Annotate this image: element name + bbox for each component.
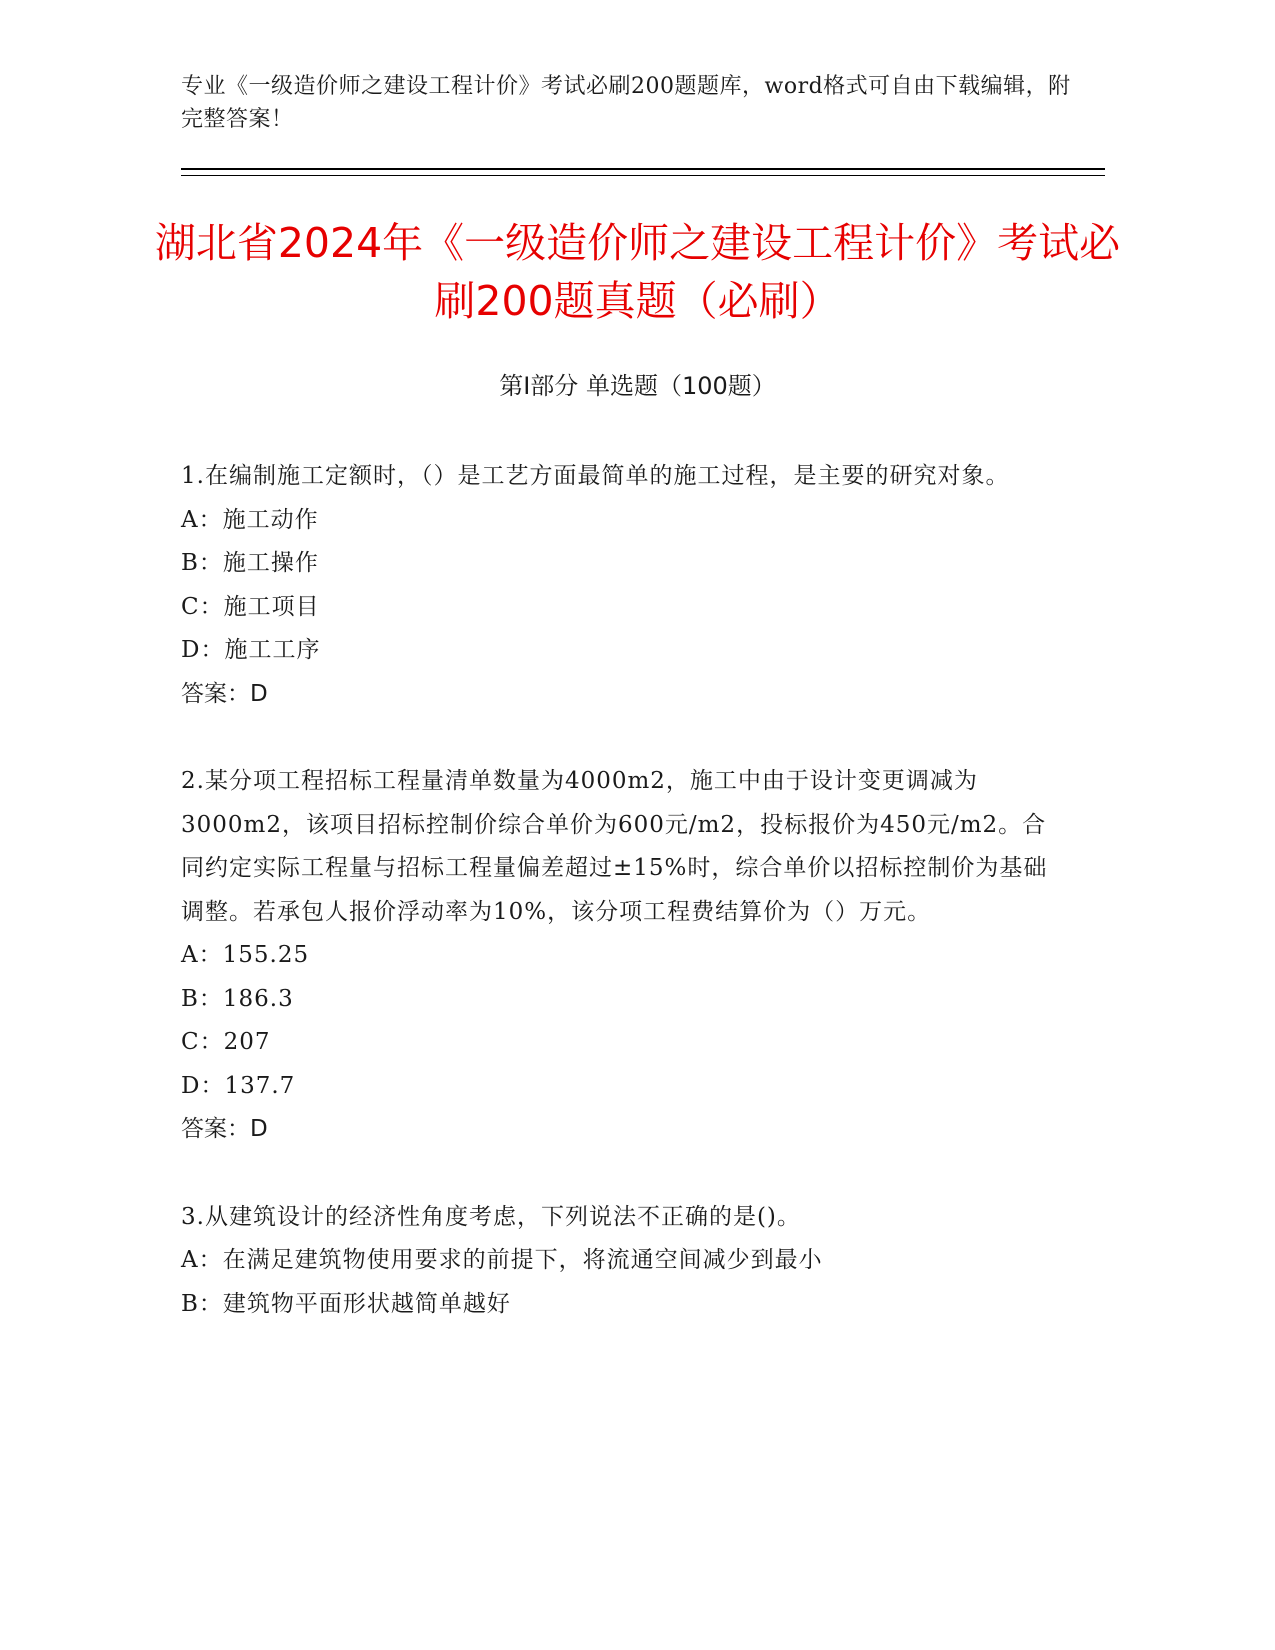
answer: 答案：D xyxy=(181,680,268,707)
option-d: D：施工工序 xyxy=(181,637,321,663)
header-divider-thin xyxy=(181,175,1105,176)
option-c: C：207 xyxy=(181,1029,271,1055)
question-text: 1.在编制施工定额时，（）是工艺方面最简单的施工过程，是主要的研究对象。 xyxy=(181,463,1010,489)
document-title: 湖北省2024年《一级造价师之建设工程计价》考试必刷200题真题（必刷） xyxy=(154,219,1121,325)
section-title: 第Ⅰ部分 单选题（100题） xyxy=(499,372,776,400)
option-c: C：施工项目 xyxy=(181,593,320,620)
option-a: A：施工动作 xyxy=(181,506,319,533)
option-d: D：137.7 xyxy=(181,1072,296,1099)
question-3 xyxy=(181,1196,1061,1327)
header-divider-thick xyxy=(181,168,1105,170)
question-1 xyxy=(181,455,1061,716)
question-text: 3.从建筑设计的经济性角度考虑，下列说法不正确的是()。 xyxy=(181,1203,801,1230)
option-b: B：施工操作 xyxy=(181,550,319,576)
question-list xyxy=(181,455,1061,1370)
option-a: A：在满足建筑物使用要求的前提下，将流通空间减少到最小 xyxy=(181,1247,823,1273)
answer: 答案：D xyxy=(181,1116,268,1142)
question-2 xyxy=(181,760,1061,1152)
option-a: A：155.25 xyxy=(181,942,310,968)
question-text: 2.某分项工程招标工程量清单数量为4000m2，施工中由于设计变更调减为3000m2，该项目招标控制价综合单价为600元/m2，投标报价为450元/m2。合同约定实际工程量与招标工程量偏差超过±15%时，综合单价以招标控制价为基础调整。若承包人报价浮动率为10%，该分项工程费结算价为（）万元。 xyxy=(181,768,1048,925)
option-b: B：建筑物平面形状越简单越好 xyxy=(181,1290,511,1317)
header-note: 专业《一级造价师之建设工程计价》考试必刷200题题库，word格式可自由下载编辑，附完整答案！ xyxy=(181,74,1071,132)
option-b: B：186.3 xyxy=(181,985,294,1012)
